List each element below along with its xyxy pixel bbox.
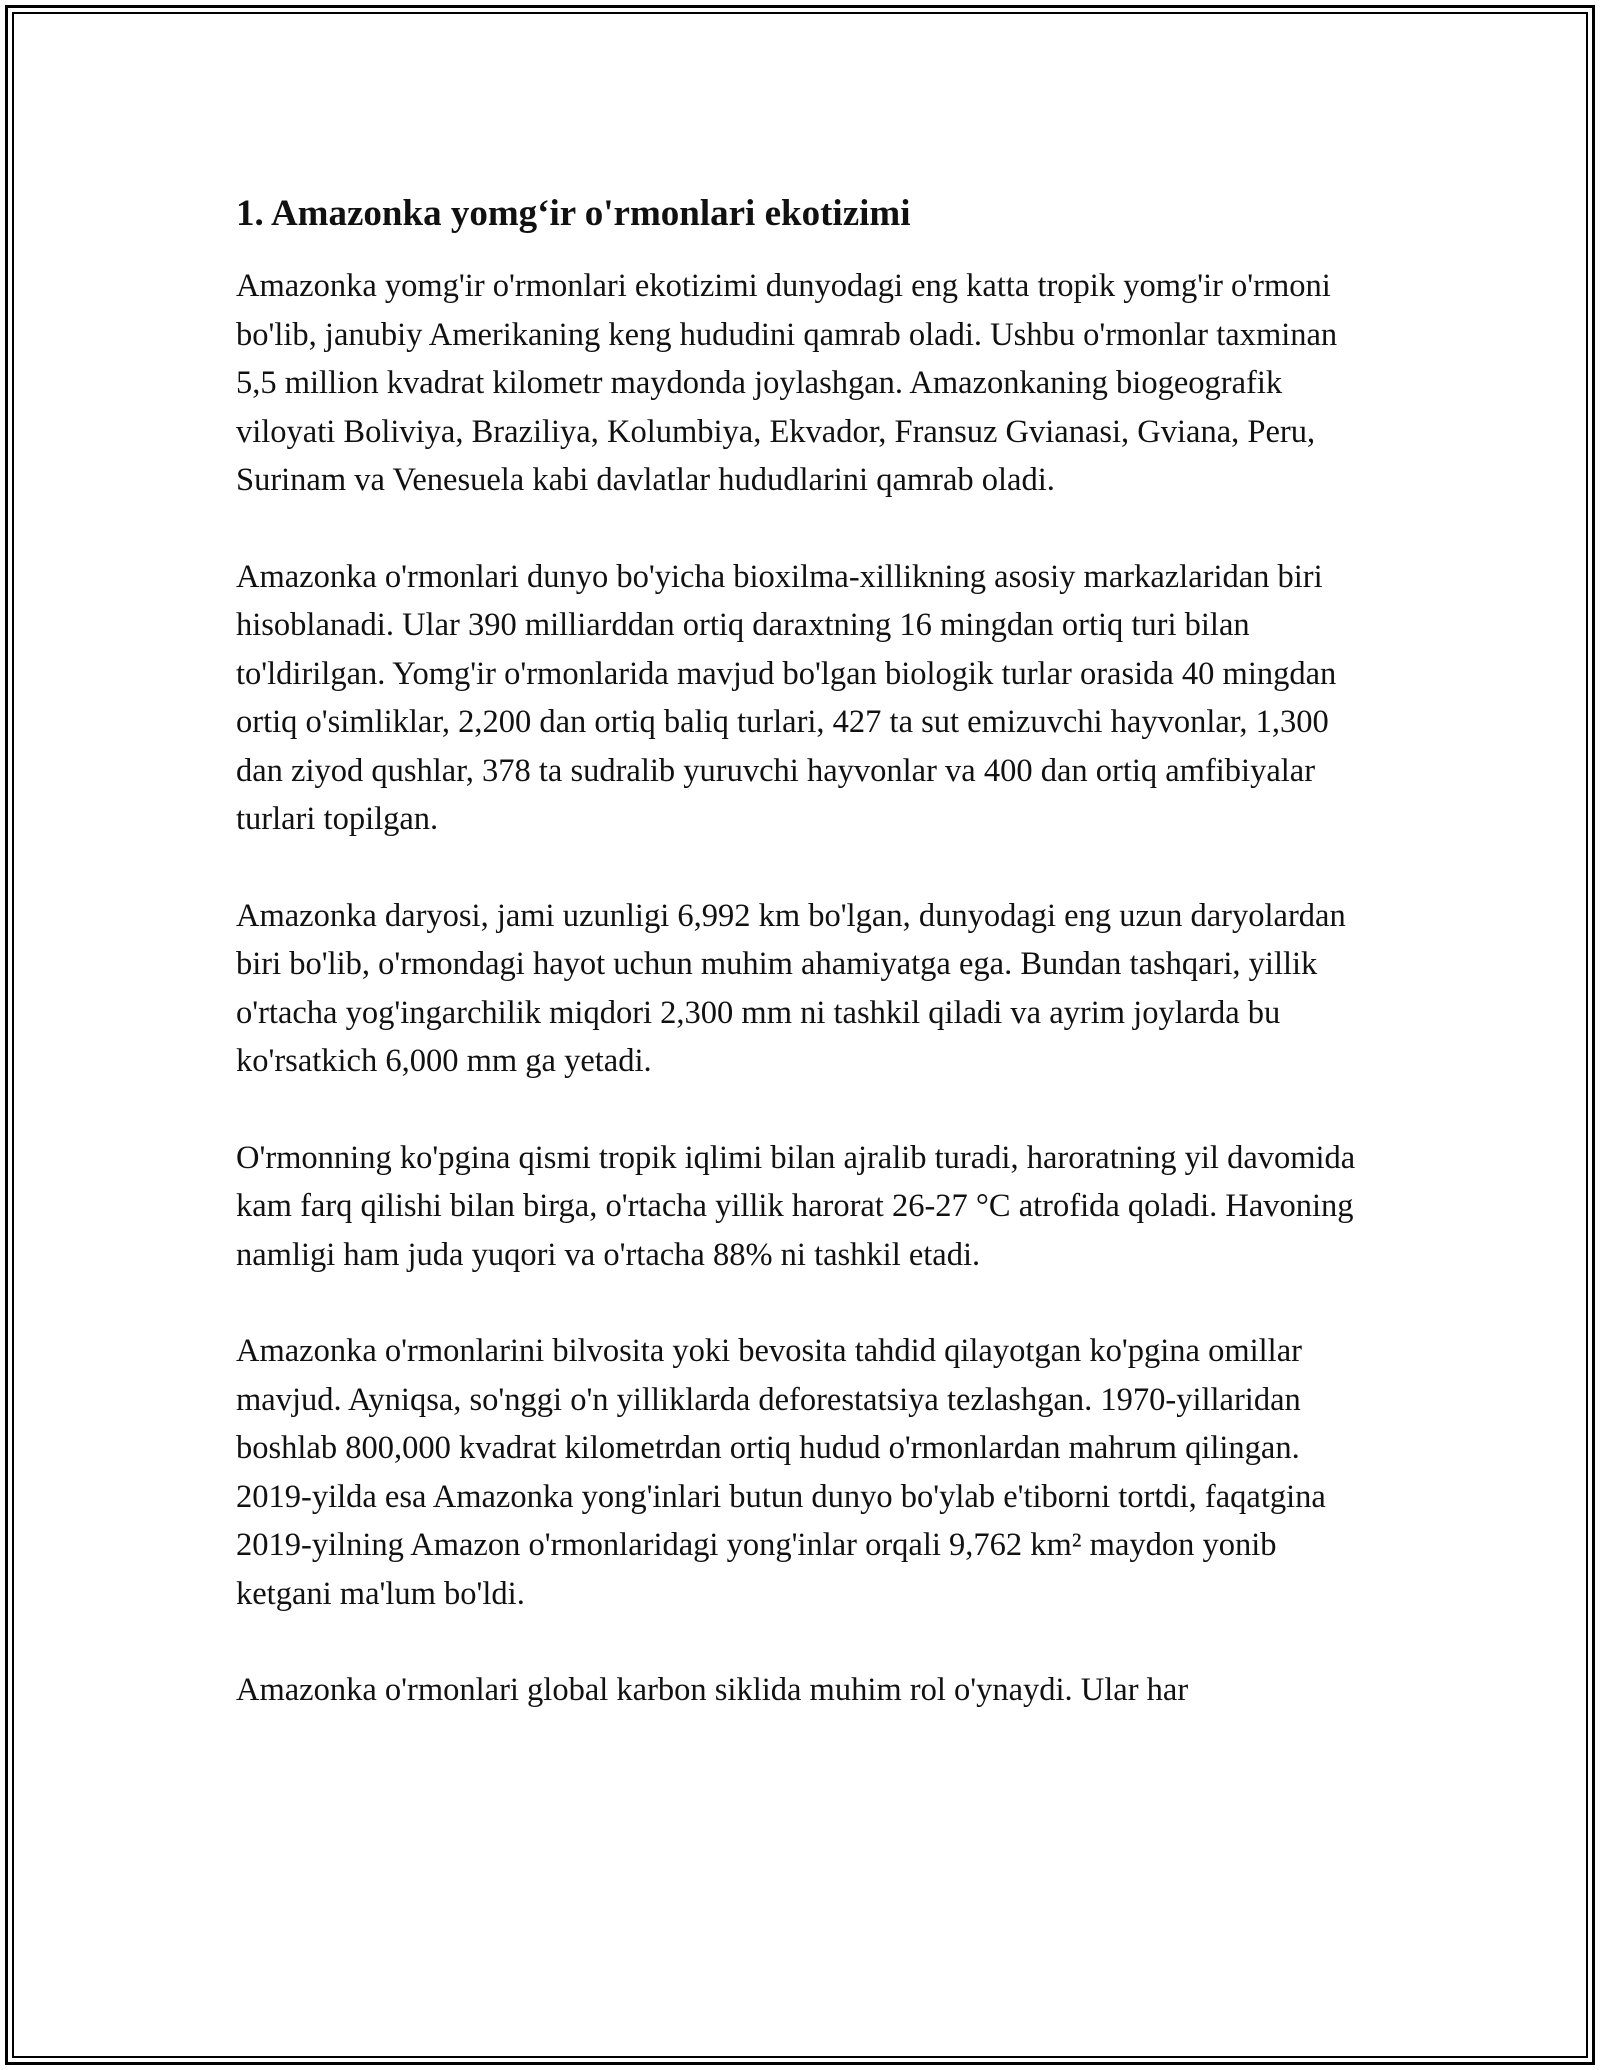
document-title: 1. Amazonka yomg‘ir o'rmonlari ekotizimi [236,193,911,234]
paragraph-climate: O'rmonning ko'pgina qismi tropik iqlimi bilan ajralib turadi, haroratning yil davomida kam farq qilishi bilan birga, o'rtacha yillik harorat 26-27 °C atrofida qoladi. Havoning namligi ham juda yuqori va o'rtacha 88% ni tashkil etadi. [236,1139,1356,1273]
paragraph-threats: Amazonka o'rmonlarini bilvosita yoki bevosita tahdid qilayotgan ko'pgina omillar mavjud. Ayniqsa, so'nggi o'n yilliklarda deforestatsiya tezlashgan. 1970-yillaridan boshlab 800,000 kvadrat kilometrdan ortiq hudud o'rmonlardan mahrum qilingan. 2019-yilda esa Amazonka yong'inlari butun dunyo bo'ylab e'tiborni tortdi, faqatgina 2019-yilning Amazon o'rmonlaridagi yong'inlar orqali 9,762 km² maydon yonib ketgani ma'lum bo'ldi. [236,1333,1326,1612]
paragraph-carbon-cycle: Amazonka o'rmonlari global karbon siklida muhim rol o'ynaydi. Ular har [236,1672,1189,1708]
paragraph-biodiversity: Amazonka o'rmonlari dunyo bo'yicha bioxilma-xillikning asosiy markazlaridan biri hisoblanadi. Ular 390 milliarddan ortiq daraxtning 16 mingdan ortiq turi bilan to'ldirilgan. Yomg'ir o'rmonlarida mavjud bo'lgan biologik turlar orasida 40 mingdan ortiq o'simliklar, 2,200 dan ortiq baliq turlari, 427 ta sut emizuvchi hayvonlar, 1,300 dan ziyod qushlar, 378 ta sudralib yuruvchi hayvonlar va 400 dan ortiq amfibiyalar turlari topilgan. [236,558,1337,837]
paragraph-rainforest-overview: Amazonka yomg'ir o'rmonlari ekotizimi dunyodagi eng katta tropik yomg'ir o'rmoni bo'lib, janubiy Amerikaning keng hududini qamrab oladi. Ushbu o'rmonlar taxminan 5,5 million kvadrat kilometr maydonda joylashgan. Amazonkaning biogeografik viloyati Boliviya, Braziliya, Kolumbiya, Ekvador, Fransuz Gvianasi, Gviana, Peru, Surinam va Venesuela kabi davlatlar hududlarini qamrab oladi. [236,268,1338,498]
document-body [236,188,1366,1763]
paragraph-amazon-river: Amazonka daryosi, jami uzunligi 6,992 km bo'lgan, dunyodagi eng uzun daryolardan biri bo'lib, o'rmondagi hayot uchun muhim ahamiyatga ega. Bundan tashqari, yillik o'rtacha yog'ingarchilik miqdori 2,300 mm ni tashkil qiladi va ayrim joylarda bu ko'rsatkich 6,000 mm ga yetadi. [236,897,1346,1079]
